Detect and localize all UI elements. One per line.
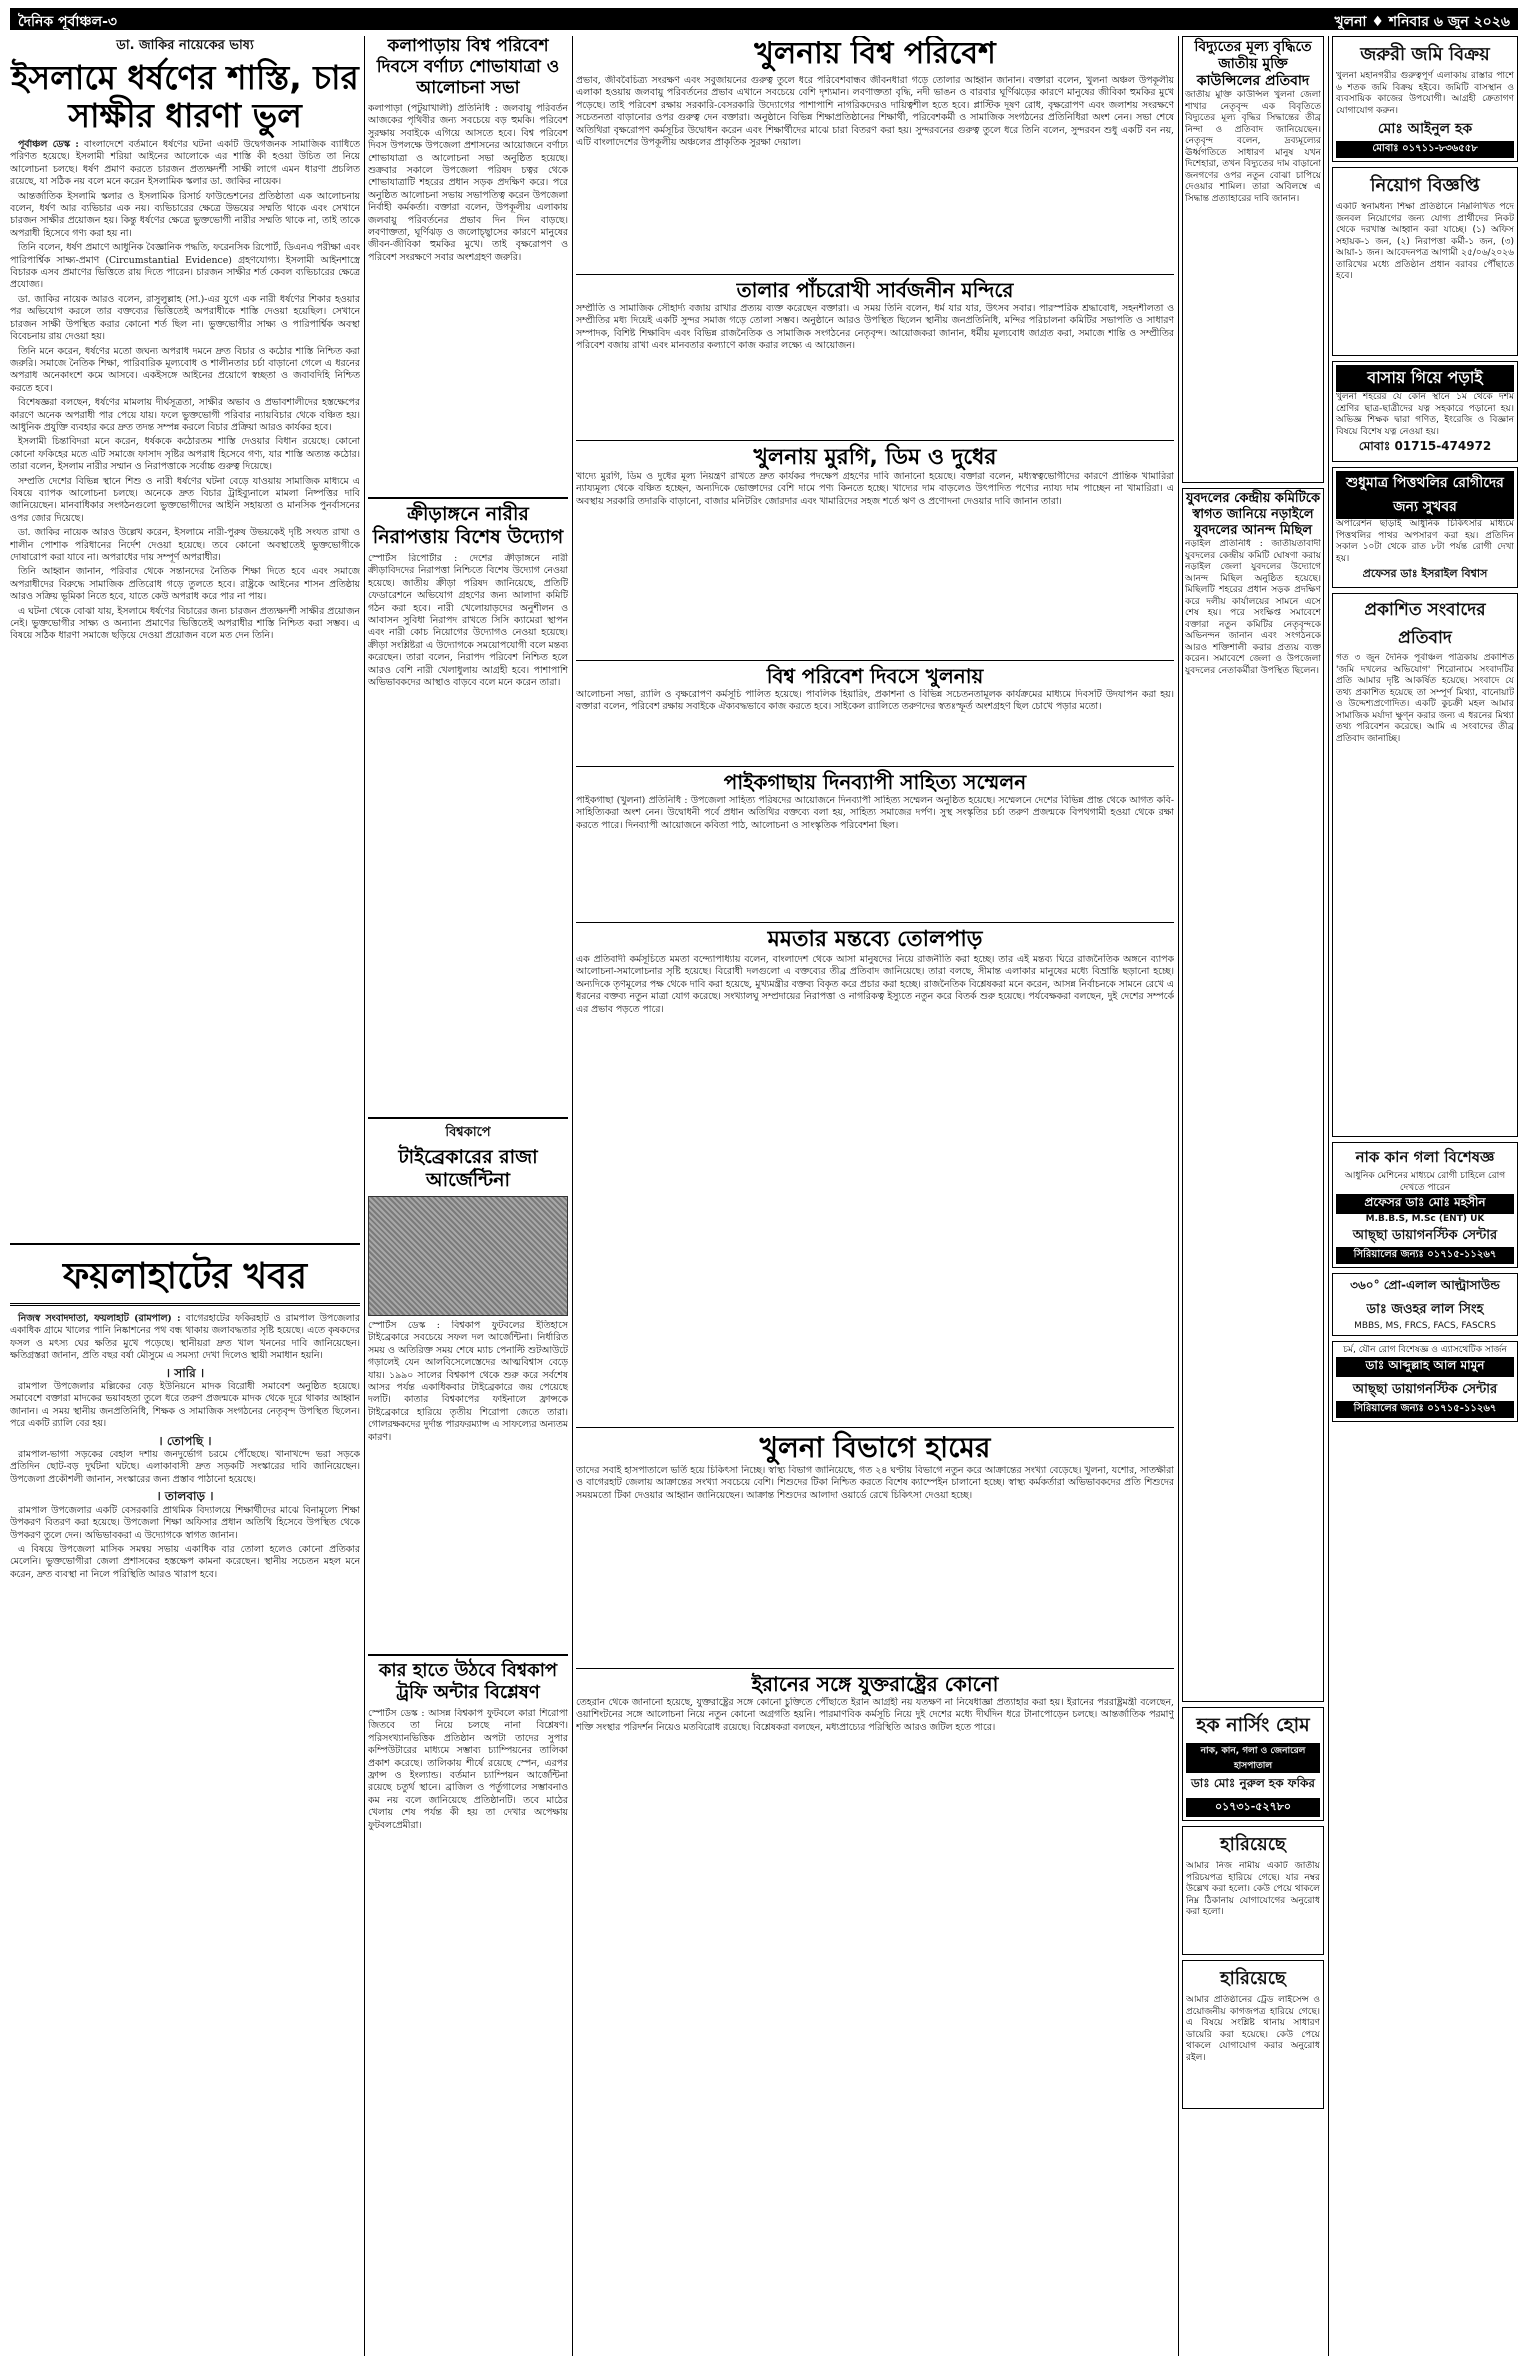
ad-center: আছ্ছা ডায়াগনস্টিক সেন্টার bbox=[1352, 1381, 1498, 1397]
section-title: ফয়লাহাটের খবর bbox=[10, 1251, 360, 1306]
notice-text: জাতীয় মুক্তি কাউন্সিল খুলনা জেলা শাখার নেতৃবৃন্দ এক বিবৃতিতে বিদ্যুতের মূল্য বৃদ্ধির সিদ্ধান্তের তীব্র নিন্দা ও প্রতিবাদ জানিয়েছেন। নেতৃবৃন্দ বলেন, দ্রব্যমূল্যের ঊর্ধ্বগতিতে সাধারণ মানুষ যখন দিশেহারা, তখন বিদ্যুতের দাম বাড়ানো জনগণের ওপর নতুন বোঝা চাপিয়ে দেওয়ার শামিল। তারা অবিলম্বে এ সিদ্ধান্ত প্রত্যাহারের দাবি জানান। bbox=[1185, 90, 1321, 204]
headline-mamata: মমতার মন্তব্যে তোলপাড় bbox=[767, 927, 983, 952]
lead-kicker: ডা. জাকির নায়েকের ভাষ্য bbox=[116, 38, 254, 53]
column-divider bbox=[1328, 36, 1329, 2356]
story-iran-us: তেহরান থেকে জানানো হয়েছে, যুক্তরাষ্ট্রের সঙ্গে কোনো চুক্তিতে পৌঁছাতে ইরান আগ্রহী নয় যতক্ষণ না নিষেধাজ্ঞা প্রত্যাহার করা হয়। ইরানের পররাষ্ট্রমন্ত্রী বলেছেন, ওয়াশিংটনের সঙ্গে আলোচনা নিয়ে নতুন কোনো অগ্রগতি হয়নি। পারমাণবিক কর্মসূচি নিয়ে দুই দেশের মধ্যে দীর্ঘদিন ধরে টানাপোড়েন চলছে। আন্তর্জাতিক পরমাণু শক্তি সংস্থার পরিদর্শন নিয়েও মতবিরোধ রয়েছে। বিশ্লেষকরা বলছেন, মধ্যপ্রাচ্যের পরিস্থিতি আরও জটিল হতে পারে। bbox=[576, 1697, 1174, 1733]
story-mamata: এক প্রতিবাদী কর্মসূচিতে মমতা বন্দ্যোপাধ্যায় বলেন, বাংলাদেশ থেকে আসা মানুষদের নিয়ে রাজনীতি করা হচ্ছে। তার এই মন্তব্য ঘিরে রাজনৈতিক অঙ্গনে ব্যাপক আলোচনা-সমালোচনার সৃষ্টি হয়েছে। বিরোধী দলগুলো এ বক্তব্যের তীব্র প্রতিবাদ জানিয়েছে। তারা বলছে, সীমান্ত এলাকার মানুষের মধ্যে বিভ্রান্তি ছড়ানো হচ্ছে। অন্যদিকে তৃণমূলের পক্ষ থেকে দাবি করা হয়েছে, মুখ্যমন্ত্রীর বক্তব্য বিকৃত করে প্রচার করা হচ্ছে। রাজনৈতিক বিশ্লেষকরা মনে করেন, আসন্ন নির্বাচনকে সামনে রেখে এ ধরনের বক্তব্য নতুন মাত্রা যোগ করেছে। সংখ্যালঘু সম্প্রদায়ের নিরাপত্তা ও নাগরিকত্ব ইস্যুতে নতুন করে বিতর্ক শুরু হয়েছে। পর্যবেক্ষকরা বলছেন, দুই দেশের সম্পর্কে এর প্রভাব পড়তে পারে। bbox=[576, 954, 1174, 1015]
section-rule bbox=[10, 1243, 360, 1245]
ad-phone: সিরিয়ালের জন্যঃ ০১৭১৫-১১২৬৭ bbox=[1336, 1247, 1514, 1264]
ad-subtitle: চর্ম, যৌন রোগ বিশেষজ্ঞ ও এ্যাসথেটিক সার্জন bbox=[1343, 1345, 1507, 1355]
ad-dermatologist bbox=[1332, 1341, 1518, 1422]
ad-doctor: প্রফেসর ডাঃ ইসরাইল বিশ্বাস bbox=[1362, 567, 1488, 580]
ad-doctor: ডাঃ মোঃ নুরুল হক ফকির bbox=[1190, 1776, 1316, 1790]
notice-text: নড়াইল প্রতিনিধি : জাতীয়তাবাদী যুবদলের কেন্দ্রীয় কমিটি ঘোষণা করায় নড়াইল জেলা যুবদলের উদ্যোগে আনন্দ মিছিল অনুষ্ঠিত হয়েছে। মিছিলটি শহরের প্রধান সড়ক প্রদক্ষিণ করে দলীয় কার্যালয়ের সামনে এসে শেষ হয়। পরে সংক্ষিপ্ত সমাবেশে বক্তারা নতুন কমিটির নেতৃবৃন্দকে অভিনন্দন জানান এবং সংগঠনকে আরও শক্তিশালী করার প্রত্যয় ব্যক্ত করেন। সমাবেশে জেলা ও উপজেলা যুবদলের নেতাকর্মীরা উপস্থিত ছিলেন। bbox=[1185, 539, 1321, 676]
lead-paragraph: ইসলামী চিন্তাবিদরা মনে করেন, ধর্ষককে কঠোরতম শাস্তি দেওয়ার বিধান রয়েছে। কোনো কোনো ফকিহের মতে এটি সমাজে ফাসাদ সৃষ্টির অপরাধ হিসেবে গণ্য, যার শাস্তি অত্যন্ত কঠোর। তারা বলেন, ইসলাম নারীর সম্মান ও নিরাপত্তাকে সর্বোচ্চ গুরুত্ব দিয়েছে। bbox=[10, 436, 360, 473]
notice-title: যুবদলের কেন্দ্রীয় কমিটিকে স্বাগত জানিয়ে নড়াইলে যুবদলের আনন্দ মিছিল bbox=[1185, 491, 1321, 538]
section-item-title: । সারি । bbox=[165, 1365, 205, 1380]
story-rule bbox=[576, 660, 1174, 661]
column-lead-story bbox=[10, 36, 360, 2356]
ad-lost-2 bbox=[1182, 1960, 1324, 2109]
story-rule bbox=[368, 1654, 568, 1656]
headline-sports-women: ক্রীড়াঙ্গনে নারীর নিরাপত্তায় বিশেষ উদ্যোগ bbox=[372, 503, 564, 548]
ad-title: হারিয়েছে bbox=[1220, 1968, 1286, 1989]
notice-jubodal-rally bbox=[1182, 488, 1324, 1702]
ad-title: নিয়োগ বিজ্ঞপ্তি bbox=[1370, 175, 1480, 196]
notice-title: বিদ্যুতের মূল্য বৃদ্ধিতে জাতীয় মুক্তি কাউন্সিলের প্রতিবাদ bbox=[1194, 39, 1312, 89]
ad-recruitment bbox=[1332, 167, 1518, 356]
lead-paragraph: এ ঘটনা থেকে বোঝা যায়, ইসলামে ধর্ষণের বিচারের জন্য চারজন প্রত্যক্ষদর্শী সাক্ষীর প্রয়োজন নেই। ভুক্তভোগীর সাক্ষ্য ও অন্যান্য প্রমাণের ভিত্তিতেই অপরাধীর শাস্তি নিশ্চিত করা সম্ভব। এ বিষয়ে সঠিক ধারণা সমাজে ছড়িয়ে দেওয়া প্রয়োজন বলে মত দেন তিনি। bbox=[10, 605, 360, 642]
ad-doctor: প্রফেসর ডাঃ মোঃ মহসীন bbox=[1336, 1194, 1514, 1214]
column-ads bbox=[1332, 36, 1518, 2356]
headline-poultry-prices: খুলনায় মুরগি, ডিম ও দুধের bbox=[753, 445, 997, 470]
lead-paragraph: বাংলাদেশে বর্তমানে ধর্ষণের ঘটনা একটি উদ্বেগজনক সামাজিক ব্যাধিতে পরিণত হয়েছে। ইসলামী শরিয়া আইনের আলোকে এর শাস্তি কী হওয়া উচিত তা নিয়ে আলোচনা চলছে। ধর্ষণ প্রমাণ করতে চারজন প্রত্যক্ষদর্শী সাক্ষী লাগে এমন ধারণা প্রচলিত রয়েছে, যা সঠিক নয় বলে মনে করেন ইসলামিক স্কলার ডা. জাকির নায়েক। bbox=[10, 139, 360, 188]
ad-lost-1 bbox=[1182, 1826, 1324, 1955]
ad-degree: MBBS, MS, FRCS, FACS, FASCRS bbox=[1354, 1320, 1496, 1331]
ad-text: গত ৩ জুন দৈনিক পূর্বাঞ্চল পত্রিকায় প্রকাশিত 'জমি দখলের অভিযোগ' শিরোনামে সংবাদটির প্রতি আমার দৃষ্টি আকর্ষিত হয়েছে। সংবাদে যে তথ্য প্রকাশিত হয়েছে তা সম্পূর্ণ মিথ্যা, বানোয়াট ও উদ্দেশ্যপ্রণোদিত। একটি কুচক্রী মহল আমার সামাজিক মর্যাদা ক্ষুণ্ন করার জন্য এ ধরনের মিথ্যা তথ্য পরিবেশন করেছে। আমি এ সংবাদের তীব্র প্রতিবাদ জানাচ্ছি। bbox=[1336, 653, 1514, 744]
section-item-text: রামপাল-ভাগা সড়কের বেহাল দশায় জনদুর্ভোগ চরমে পৌঁছেছে। খানাখন্দে ভরা সড়কে প্রতিদিন ছোট-বড় দুর্ঘটনা ঘটছে। এলাকাবাসী দ্রুত সড়কটি সংস্কারের দাবি জানিয়েছেন। উপজেলা প্রকৌশলী জানান, সংস্কারের জন্য প্রস্তাব পাঠানো হয়েছে। bbox=[10, 1449, 360, 1485]
ad-center: আছ্ছা ডায়াগনস্টিক সেন্টার bbox=[1352, 1227, 1498, 1243]
ad-haque-nursing-home bbox=[1182, 1707, 1324, 1821]
ad-title: নাক কান গলা বিশেষজ্ঞ bbox=[1355, 1148, 1495, 1166]
headline-paikgachha-literature: পাইকগাছায় দিনব্যাপী সাহিত্য সম্মেলন bbox=[723, 770, 1027, 794]
ad-text: আমার প্রতিষ্ঠানের ট্রেড লাইসেন্স ও প্রয়োজনীয় কাগজপত্র হারিয়ে গেছে। এ বিষয়ে সংশ্লিষ্ট থানায় সাধারণ ডায়েরি করা হয়েছে। কেউ পেয়ে থাকলে যোগাযোগ করার অনুরোধ রইল। bbox=[1186, 1995, 1320, 2063]
section-body bbox=[10, 1313, 360, 1581]
headline-environment-day: বিশ্ব পরিবেশ দিবসে খুলনায় bbox=[766, 664, 984, 688]
section-item-text: এ বিষয়ে উপজেলা মাসিক সমন্বয় সভায় একাধিক বার তোলা হলেও কোনো প্রতিকার মেলেনি। ভুক্তভোগীরা জেলা প্রশাসকের হস্তক্ষেপ কামনা করেছেন। স্থানীয় সচেতন মহল মনে করেন, দ্রুত ব্যবস্থা না নিলে পরিস্থিতি আরও খারাপ হবে। bbox=[10, 1543, 360, 1580]
ad-gallbladder bbox=[1332, 467, 1518, 588]
story-poultry-prices: খাদ্যে মুরগি, ডিম ও দুধের মূল্য নিয়ন্ত্রণ রাখতে দ্রুত কার্যকর পদক্ষেপ গ্রহণের দাবি জানানো হয়েছে। বক্তারা বলেন, মধ্যস্বত্বভোগীদের কারণে প্রান্তিক খামারিরা ন্যায্যমূল্য থেকে বঞ্চিত হচ্ছেন, অন্যদিকে ভোক্তাদের বেশি দামে পণ্য কিনতে হচ্ছে। খাদ্যের দাম বাড়লেও উৎপাদিত পণ্যের ন্যায্য দাম পাচ্ছেন না খামারিরা। এ অবস্থায় সরকারি তদারকি বাড়ানো, বাজার মনিটরিং জোরদার এবং খামারিদের সহজ শর্তে ঋণ ও প্রণোদনা দেওয়ার দাবি জানান তারা। bbox=[576, 471, 1174, 507]
ad-doctor: ডাঃ জওহর লাল সিংহ bbox=[1366, 1301, 1484, 1317]
ad-home-tutor bbox=[1332, 361, 1518, 462]
story-tala-temple: সম্প্রীতি ও সামাজিক সৌহার্দ্য বজায় রাখার প্রত্যয় ব্যক্ত করেছেন বক্তারা। এ সময় তিনি বলেন, ধর্ম যার যার, উৎসব সবার। পারস্পরিক শ্রদ্ধাবোধ, সহনশীলতা ও সম্প্রীতির মধ্য দিয়েই একটি সুন্দর সমাজ গড়ে তোলা সম্ভব। অনুষ্ঠানে আরও উপস্থিত ছিলেন স্থানীয় জনপ্রতিনিধি, মন্দির পরিচালনা কমিটির সভাপতি ও সাধারণ সম্পাদক, বিশিষ্ট শিক্ষাবিদ এবং বিভিন্ন রাজনৈতিক ও সামাজিক সংগঠনের নেতৃবৃন্দ। আয়োজকরা জানান, ধর্মীয় মূল্যবোধ জাগ্রত করা, সমাজে শান্তি ও সম্প্রীতির পরিবেশ বজায় রাখা এবং মানবতার কল্যাণে কাজ করার লক্ষ্যে এ আয়োজন। bbox=[576, 303, 1174, 352]
ad-title: জরুরী জমি বিক্রয় bbox=[1360, 44, 1490, 65]
story-rule bbox=[576, 1668, 1174, 1669]
section-intro: বাগেরহাটের ফকিরহাট ও রামপাল উপজেলার একাধিক গ্রামে খালের পানি নিষ্কাশনের পথ বন্ধ থাকায় জলাবদ্ধতার সৃষ্টি হয়েছে। এতে কৃষকদের ফসল ও মৎস্য ঘের ক্ষতির মুখে পড়েছে। স্থানীয়রা দ্রুত খাল খননের দাবি জানিয়েছেন। ক্ষতিগ্রস্তরা জানান, প্রতি বছর বর্ষা মৌসুমে এ সমস্যা দেখা দিলেও স্থায়ী সমাধান হয়নি। bbox=[10, 1313, 360, 1362]
ad-degree: M.B.B.S, M.Sc (ENT) UK bbox=[1365, 1214, 1485, 1224]
ad-title: শুধুমাত্র পিত্তথলির রোগীদের জন্য সুখবর bbox=[1336, 471, 1514, 519]
column-two bbox=[368, 36, 568, 2356]
story-kalapara: কলাপাড়া (পটুয়াখালী) প্রতিনিধি : জলবায়ু পরিবর্তন আজকের পৃথিবীর জন্য সবচেয়ে বড় হুমকি। পরিবেশ সুরক্ষায় সবাইকে এগিয়ে আসতে হবে। বিশ্ব পরিবেশ দিবস উপলক্ষে উপজেলা প্রশাসনের আয়োজনে বর্ণাঢ্য শোভাযাত্রা ও আলোচনা সভা অনুষ্ঠিত হয়েছে। শুক্রবার সকালে উপজেলা পরিষদ চত্বর থেকে শোভাযাত্রাটি শহরের প্রধান সড়ক প্রদক্ষিণ করে। পরে অনুষ্ঠিত আলোচনা সভায় সভাপতিত্ব করেন উপজেলা নির্বাহী কর্মকর্তা। বক্তারা বলেন, উপকূলীয় এলাকায় জলবায়ু পরিবর্তনের প্রভাব দিন দিন বাড়ছে। লবণাক্ততা, ঘূর্ণিঝড় ও জলোচ্ছ্বাসের কারণে মানুষের জীবন-জীবিকা হুমকির মুখে। তাই বৃক্ষরোপণ ও পরিবেশ সংরক্ষণে সবার অংশগ্রহণ জরুরি। bbox=[368, 103, 568, 263]
column-four bbox=[1182, 36, 1324, 2356]
section-item-title: । তালবাড় । bbox=[156, 1489, 214, 1504]
column-main-news bbox=[576, 36, 1174, 2356]
lead-paragraph: ডা. জাকির নায়েক আরও বলেন, রাসুলুল্লাহ (সা.)-এর যুগে এক নারী ধর্ষণের শিকার হওয়ার পর অভিযোগ করলে তার বক্তব্যের ভিত্তিতেই অপরাধীকে শাস্তি দেওয়া হয়েছিল। সেখানে চারজন সাক্ষী উপস্থিত করার কোনো শর্ত ছিল না। ভুক্তভোগীর সাক্ষ্য ও পারিপার্শ্বিক অবস্থা বিবেচনায় রায় দেওয়া হয়। bbox=[10, 293, 360, 343]
lead-paragraph: তিনি বলেন, ধর্ষণ প্রমাণে আধুনিক বৈজ্ঞানিক পদ্ধতি, ফরেনসিক রিপোর্ট, ডিএনএ পরীক্ষা এবং পারিপার্শ্বিক সাক্ষ্য-প্রমাণ (Circumstantial Evidence) গ্রহণযোগ্য। ইসলামী আইনশাস্ত্রে বিচারক এসব প্রমাণের ভিত্তিতে রায় দিতে পারেন। চারজন সাক্ষীর শর্ত কেবল ব্যভিচারের ক্ষেত্রে প্রযোজ্য। bbox=[10, 242, 360, 291]
ad-phone: মোবাঃ 01715-474972 bbox=[1358, 439, 1492, 453]
story-paikgachha-literature: পাইকগাছা (খুলনা) প্রতিনিধি : উপজেলা সাহিত্য পরিষদের আয়োজনে দিনব্যাপী সাহিত্য সম্মেলন অনুষ্ঠিত হয়েছে। সম্মেলনে দেশের বিভিন্ন প্রান্ত থেকে আগত কবি-সাহিত্যিকরা অংশ নেন। উদ্বোধনী পর্বে প্রধান অতিথির বক্তব্যে বলা হয়, সাহিত্য সমাজের দর্পণ। সুস্থ সংস্কৃতির চর্চা তরুণ প্রজন্মকে বিপথগামী হওয়া থেকে রক্ষা করতে পারে। দিনব্যাপী আয়োজনে কবিতা পাঠ, আলোচনা ও সাংস্কৃতিক পরিবেশনা ছিল। bbox=[576, 795, 1174, 831]
lead-paragraph: তিনি আহ্বান জানান, পরিবার থেকে সন্তানদের নৈতিক শিক্ষা দিতে হবে এবং সমাজে অপরাধীদের বিরুদ্ধে সামাজিক প্রতিরোধ গড়ে তুলতে হবে। রাষ্ট্রকে আইনের শাসন প্রতিষ্ঠায় আরও সক্রিয় ভূমিকা নিতে হবে, যাতে কেউ অপরাধ করে পার না পায়। bbox=[10, 566, 360, 603]
argentina-photo bbox=[368, 1196, 568, 1316]
lead-paragraph: আন্তর্জাতিক ইসলামি স্কলার ও ইসলামিক রিসার্চ ফাউন্ডেশনের প্রতিষ্ঠাতা এক আলোচনায় বলেন, ধর্ষণ আর ব্যভিচার এক নয়। ব্যভিচারের ক্ষেত্রে উভয়ের সম্মতি থাকে এবং সেখানে চারজন সাক্ষীর প্রয়োজন হয়। কিন্তু ধর্ষণের ক্ষেত্রে ভুক্তভোগী নারীর সম্মতি থাকে না, তাই তাকে অপরাধী হিসেবে গণ্য করা হয় না। bbox=[10, 190, 360, 239]
story-argentina: স্পোর্টস ডেস্ক : বিশ্বকাপ ফুটবলের ইতিহাসে টাইব্রেকারে সবচেয়ে সফল দল আর্জেন্টিনা। নির্ধারিত সময় ও অতিরিক্ত সময় শেষে ম্যাচ পেনাল্টি শুটআউটে গড়ালেই যেন আলবিসেলেস্তেদের আত্মবিশ্বাস বেড়ে যায়। ১৯৯০ সালের বিশ্বকাপ থেকে শুরু করে সর্বশেষ আসর পর্যন্ত একাধিকবার টাইব্রেকারে জয় পেয়েছে দলটি। কাতার বিশ্বকাপের ফাইনালে ফ্রান্সকে টাইব্রেকারে হারিয়ে তৃতীয় শিরোপা জেতে তারা। গোলরক্ষকদের দুর্দান্ত পারফরম্যান্স এ সাফল্যের অন্যতম কারণ। bbox=[368, 1320, 568, 1443]
column-divider bbox=[572, 36, 573, 2356]
worldcup-kicker: বিশ্বকাপে bbox=[445, 1125, 491, 1140]
column-divider bbox=[1178, 36, 1179, 2356]
ad-phone: সিরিয়ালের জন্যঃ ০১৭১৫-১১২৬৭ bbox=[1336, 1401, 1514, 1418]
ad-title: প্রকাশিত সংবাদের প্রতিবাদ bbox=[1364, 600, 1486, 648]
lead-byline: পূর্বাঞ্চল ডেস্ক : bbox=[18, 139, 79, 150]
story-sports-women: স্পোর্টস রিপোর্টার : দেশের ক্রীড়াঙ্গনে নারী ক্রীড়াবিদদের নিরাপত্তা নিশ্চিতে বিশেষ উদ্যোগ নেওয়া হয়েছে। জাতীয় ক্রীড়া পরিষদ জানিয়েছে, প্রতিটি ফেডারেশনে অভিযোগ গ্রহণের জন্য আলাদা কমিটি গঠন করা হবে। নারী খেলোয়াড়দের অনুশীলন ও আবাসন সুবিধা নিরাপদ রাখতে সিসি ক্যামেরা স্থাপন এবং নারী কোচ নিয়োগের উদ্যোগও নেওয়া হয়েছে। ক্রীড়া সংশ্লিষ্টরা এ উদ্যোগকে সময়োপযোগী বলে মন্তব্য করেছেন। তারা বলেন, নিরাপদ পরিবেশ নিশ্চিত হলে আরও বেশি নারী খেলাধুলায় আগ্রহী হবে। পাশাপাশি অভিভাবকদের আস্থাও বাড়বে বলে মনে করেন তারা। bbox=[368, 553, 568, 689]
ad-ultrasound bbox=[1332, 1273, 1518, 1337]
story-rule bbox=[576, 766, 1174, 767]
masthead-page-label: দৈনিক পূর্বাঞ্চল-৩ bbox=[18, 14, 117, 30]
story-measles: তাদের সবাই হাসপাতালে ভর্তি হয়ে চিকিৎসা নিচ্ছে। স্বাস্থ্য বিভাগ জানিয়েছে, গত ২৪ ঘণ্টায় বিভাগে নতুন করে আক্রান্তের সংখ্যা বেড়েছে। খুলনা, যশোর, সাতক্ষীরা ও বাগেরহাট জেলায় আক্রান্তের সংখ্যা সবচেয়ে বেশি। শিশুদের টিকা নিশ্চিত করতে বিশেষ ক্যাম্পেইন চালানো হচ্ছে। স্বাস্থ্য কর্মকর্তারা অভিভাবকদের প্রতি শিশুদের সময়মতো টিকা দেওয়ার আহ্বান জানিয়েছেন। আক্রান্ত শিশুদের আলাদা ওয়ার্ডে রেখে চিকিৎসা দেওয়া হচ্ছে। bbox=[576, 1465, 1174, 1501]
headline-khulna-environment: খুলনায় বিশ্ব পরিবেশ bbox=[754, 36, 996, 71]
ad-phone: ০১৭৩১-৫২৭৮০ bbox=[1186, 1798, 1320, 1817]
headline-kalapara: কলাপাড়ায় বিশ্ব পরিবেশ দিবসে বর্ণাঢ্য শোভাযাত্রা ও আলোচনা সভা bbox=[376, 36, 560, 98]
ad-subtitle: আধুনিক মেশিনের মাধ্যমে রোগী চাহিলে রোগ দেখতে পারেন bbox=[1344, 1171, 1506, 1193]
section-byline: নিজস্ব সংবাদদাতা, ফয়লাহাট (রামপাল) : bbox=[18, 1313, 181, 1324]
story-rule bbox=[576, 440, 1174, 441]
ad-text: অপারেশন ছাড়াই আধুনিক চিকিৎসার মাধ্যমে পিত্তথলির পাথর অপসারণ করা হয়। প্রতিদিন সকাল ১০টা থেকে রাত ৮টা পর্যন্ত রোগী দেখা হয়। bbox=[1336, 519, 1514, 564]
lead-headline: ইসলামে ধর্ষণের শাস্তি, চার সাক্ষীর ধারণা ভুল bbox=[11, 58, 359, 135]
ad-text: খুলনা মহানগরীর গুরুত্বপূর্ণ এলাকায় রাস্তার পাশে ৬ শতক জমি বিক্রয় হইবে। জমিটি বাসস্থান ও ব্যবসায়িক কাজের উপযোগী। আগ্রহী ক্রেতাগণ যোগাযোগ করুন। bbox=[1336, 71, 1514, 116]
ad-text: আমার নিজ নামীয় একটি জাতীয় পরিচয়পত্র হারিয়ে গেছে। যার নম্বর উল্লেখ করা হলো। কেউ পেয়ে থাকলে নিম্ন ঠিকানায় যোগাযোগের অনুরোধ করা হলো। bbox=[1186, 1861, 1320, 1917]
ad-phone: মোবাঃ ০১৭১১-৮৩৬৫৫৮ bbox=[1336, 141, 1514, 158]
ad-ent-specialist bbox=[1332, 1142, 1518, 1268]
ad-land-sale bbox=[1332, 36, 1518, 162]
headline-worldcup-opta: কার হাতে উঠবে বিশ্বকাপ ট্রফি অন্টার বিশ্লেষণ bbox=[378, 1660, 558, 1703]
ad-subtitle: নাক, কান, গলা ও জেনারেল হাসপাতাল bbox=[1186, 1743, 1320, 1773]
masthead-bar bbox=[10, 8, 1518, 30]
ad-title: বাসায় গিয়ে পড়াই bbox=[1336, 365, 1514, 392]
story-rule bbox=[368, 1117, 568, 1119]
section-item-text: রামপাল উপজেলার মল্লিকের বেড় ইউনিয়নে মাদক বিরোধী সমাবেশ অনুষ্ঠিত হয়েছে। সমাবেশে বক্তারা মাদকের ভয়াবহতা তুলে ধরে তরুণ প্রজন্মকে মাদক থেকে দূরে থাকার আহ্বান জানান। এ সময় স্থানীয় জনপ্রতিনিধি, শিক্ষক ও সামাজিক সংগঠনের নেতৃবৃন্দ উপস্থিত ছিলেন। পরে একটি র‍্যালি বের হয়। bbox=[10, 1381, 360, 1430]
lead-paragraph: বিশেষজ্ঞরা বলছেন, ধর্ষণের মামলায় দীর্ঘসূত্রতা, সাক্ষীর অভাব ও প্রভাবশালীদের হস্তক্ষেপের কারণে অনেক অপরাধী পার পেয়ে যায়। ফলে ভুক্তভোগী পরিবার ন্যায়বিচার থেকে বঞ্চিত হয়। আধুনিক প্রযুক্তি ব্যবহার করে দ্রুত তদন্ত সম্পন্ন করলে বিচার প্রক্রিয়া আরও কার্যকর হবে। bbox=[10, 397, 360, 433]
lead-paragraph: তিনি মনে করেন, ধর্ষণের মতো জঘন্য অপরাধ দমনে দ্রুত বিচার ও কঠোর শাস্তি নিশ্চিত করা জরুরি। সমাজে নৈতিক শিক্ষা, পারিবারিক মূল্যবোধ ও শালীনতার চর্চা বাড়ানো গেলে এ ধরনের অপরাধ অনেকাংশে কমে আসবে। একইসঙ্গে আইনের প্রয়োগে স্বচ্ছতা ও জবাবদিহি নিশ্চিত করতে হবে। bbox=[10, 345, 360, 394]
section-item-text: রামপাল উপজেলার একটি বেসরকারি প্রাথমিক বিদ্যালয়ে শিক্ষার্থীদের মাঝে বিনামূল্যে শিক্ষা উপকরণ বিতরণ করা হয়েছে। উপজেলা শিক্ষা অফিসার প্রধান অতিথি হিসেবে উপস্থিত থেকে উপকরণ তুলে দেন। অভিভাবকরা এ উদ্যোগকে স্বাগত জানান। bbox=[10, 1504, 360, 1541]
section-header bbox=[10, 1251, 360, 1309]
headline-iran-us: ইরানের সঙ্গে যুক্তরাষ্ট্রের কোনো bbox=[751, 1672, 999, 1696]
headline-measles: খুলনা বিভাগে হামের bbox=[759, 1431, 991, 1464]
story-rule bbox=[576, 1427, 1174, 1428]
masthead-date: খুলনা ♦ শনিবার ৬ জুন ২০২৬ bbox=[1334, 14, 1510, 30]
section-item-title: । তোপছি । bbox=[158, 1433, 212, 1448]
lead-paragraph: ডা. জাকির নায়েক আরও উল্লেখ করেন, ইসলামে নারী-পুরুষ উভয়কেই দৃষ্টি সংযত রাখা ও শালীন পোশাক পরিধানের নির্দেশ দেওয়া হয়েছে। তবে কোনো অবস্থাতেই ভুক্তভোগীকে দোষারোপ করা যাবে না। অপরাধের দায় সম্পূর্ণ অপরাধীর। bbox=[10, 527, 360, 563]
ad-doctor: ডাঃ আব্দুল্লাহ আল মামুন bbox=[1336, 1357, 1514, 1377]
story-rule bbox=[576, 922, 1174, 923]
lead-body bbox=[10, 139, 360, 1239]
headline-tala-temple: তালার পাঁচরোখী সার্বজনীন মন্দিরে bbox=[736, 278, 1014, 302]
ad-text: খুলনা শহরের যে কোন স্থানে ১ম থেকে দশম শ্রেণির ছাত্র-ছাত্রীদের যত্ন সহকারে পড়ানো হয়। অভিজ্ঞ শিক্ষক দ্বারা গণিত, ইংরেজি ও বিজ্ঞান বিষয়ে বিশেষ যত্ন নেওয়া হয়। bbox=[1336, 392, 1514, 437]
story-rule bbox=[368, 497, 568, 499]
ad-rejoinder bbox=[1332, 593, 1518, 1137]
notice-electricity-protest bbox=[1182, 36, 1324, 483]
ad-title: হক নার্সিং হোম bbox=[1196, 1714, 1310, 1736]
story-rule bbox=[576, 274, 1174, 275]
ad-title: ৩৬০° প্রো-এলাল আল্ট্রাসাউন্ড bbox=[1350, 1277, 1500, 1292]
headline-argentina: টাইব্রেকারের রাজা আর্জেন্টিনা bbox=[398, 1146, 538, 1191]
newspaper-page bbox=[10, 8, 1518, 2368]
story-worldcup-opta: স্পোর্টস ডেস্ক : আসন্ন বিশ্বকাপ ফুটবলে কারা শিরোপা জিতবে তা নিয়ে চলছে নানা বিশ্লেষণ। পরিসংখ্যানভিত্তিক প্রতিষ্ঠান অপটা তাদের সুপার কম্পিউটারের মাধ্যমে সম্ভাব্য চ্যাম্পিয়নের তালিকা প্রকাশ করেছে। তালিকায় শীর্ষে রয়েছে স্পেন, এরপর ফ্রান্স ও ইংল্যান্ড। বর্তমান চ্যাম্পিয়ন আর্জেন্টিনা রয়েছে চতুর্থ স্থানে। ব্রাজিল ও পর্তুগালের সম্ভাবনাও কম নয় বলে জানিয়েছে প্রতিষ্ঠানটি। তবে মাঠের খেলায় শেষ পর্যন্ত কী হয় তা দেখার অপেক্ষায় ফুটবলপ্রেমীরা। bbox=[368, 1708, 568, 1831]
ad-title: হারিয়েছে bbox=[1220, 1834, 1286, 1855]
story-khulna-environment: প্রভাব, জীববৈচিত্র্য সংরক্ষণ এবং সবুজায়নের গুরুত্ব তুলে ধরে পরিবেশবান্ধব জীবনধারা গড়ে তোলার আহ্বান জানান। বক্তারা বলেন, খুলনা অঞ্চল উপকূলীয় এলাকা হওয়ায় জলবায়ু পরিবর্তনের প্রভাব এখানে সবচেয়ে বেশি দৃশ্যমান। লবণাক্ততা বৃদ্ধি, নদী ভাঙন ও বারবার ঘূর্ণিঝড়ের কারণে মানুষের জীবিকা হুমকির মুখে পড়েছে। তাই পরিবেশ রক্ষায় সরকারি-বেসরকারি উদ্যোগের পাশাপাশি নাগরিকদেরও দায়িত্বশীল হতে হবে। প্লাস্টিক দূষণ রোধ, বৃক্ষরোপণ এবং জলাশয় সংরক্ষণে সচেতনতা বাড়ানোর ওপর গুরুত্ব দেন বক্তারা। অনুষ্ঠানে বিভিন্ন শিক্ষাপ্রতিষ্ঠানের শিক্ষার্থী, পরিবেশকর্মী ও সামাজিক সংগঠনের প্রতিনিধিরা অংশ নেন। সভা শেষে অতিথিরা বৃক্ষরোপণ কর্মসূচির উদ্বোধন করেন এবং শিক্ষার্থীদের মাঝে চারা বিতরণ করা হয়। সুন্দরবনের গুরুত্ব তুলে ধরে তিনি বলেন, সুন্দরবন শুধু একটি বন নয়, এটি বাংলাদেশের উপকূলীয় অঞ্চলের প্রাকৃতিক সুরক্ষা দেয়াল। bbox=[576, 75, 1174, 149]
lead-paragraph: সম্প্রতি দেশের বিভিন্ন স্থানে শিশু ও নারী ধর্ষণের ঘটনা বেড়ে যাওয়ায় সামাজিক মাধ্যমে এ বিষয়ে ব্যাপক আলোচনা চলছে। অনেকে দ্রুত বিচার ট্রাইব্যুনালে মামলা নিষ্পত্তির দাবি জানিয়েছেন। মানবাধিকার সংগঠনগুলো ভুক্তভোগীদের আইনি সহায়তা ও মানসিক পুনর্বাসনের ওপর জোর দিয়েছে। bbox=[10, 475, 360, 524]
ad-text: একটি স্বনামধন্য শিক্ষা প্রতিষ্ঠানে নিম্নলিখিত পদে জনবল নিয়োগের জন্য যোগ্য প্রার্থীদের নিকট থেকে দরখাস্ত আহ্বান করা যাচ্ছে। (১) অফিস সহায়ক-১ জন, (২) নিরাপত্তা কর্মী-১ জন, (৩) আয়া-১ জন। আবেদনপত্র আগামী ২৫/০৬/২০২৬ তারিখের মধ্যে প্রতিষ্ঠান প্রধান বরাবর পৌঁছাতে হবে। bbox=[1336, 202, 1514, 281]
story-environment-day: আলোচনা সভা, র‍্যালি ও বৃক্ষরোপণ কর্মসূচি পালিত হয়েছে। পাবলিক হিয়ারিং, প্রকাশনা ও বিভিন্ন সচেতনতামূলক কার্যক্রমের মাধ্যমে দিবসটি উদযাপন করা হয়। বক্তারা বলেন, পরিবেশ রক্ষায় সবাইকে ঐক্যবদ্ধভাবে কাজ করতে হবে। সাইকেল র‍্যালিতে তরুণদের স্বতঃস্ফূর্ত অংশগ্রহণ ছিল চোখে পড়ার মতো। bbox=[576, 689, 1174, 713]
column-divider bbox=[364, 36, 365, 2356]
ad-contact: মোঃ আইনুল হক bbox=[1377, 121, 1473, 137]
